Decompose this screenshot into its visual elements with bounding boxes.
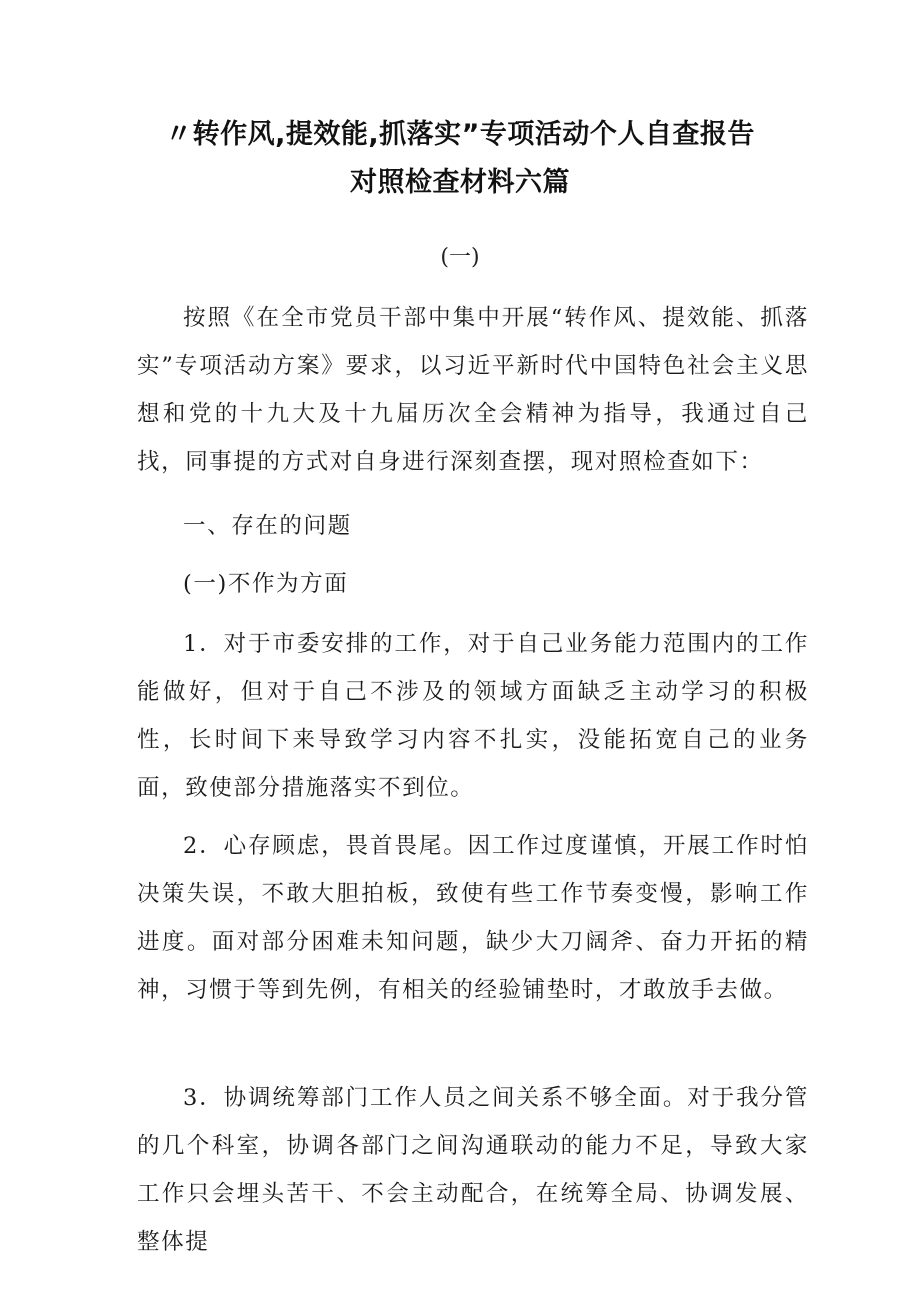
section-heading-problems: 一、存在的问题 [183,513,352,539]
list-item-3: 3．协调统筹部门工作人员之间关系不够全面。对于我分管的几个科室，协调各部门之间沟通联动的能力不足，导致大家工作只会埋头苦干、不会主动配合，在统筹全局、协调发展、整体提 [137,1085,809,1255]
subsection-heading-inaction: (一)不作为方面 [183,571,349,597]
intro-paragraph: 按照《在全市党员干部中集中开展“转作风、提效能、抓落实”专项活动方案》要求，以习近平新时代中国特色社会主义思想和党的十九大及十九届历次全会精神为指导，我通过自己找，同事提的方式对自身进行深刻查摆，现对照检查如下： [137,305,809,475]
document-title-line-2: 对照检查材料六篇 [350,167,570,198]
list-item-2: 2．心存顾虑，畏首畏尾。因工作过度谨慎，开展工作时怕决策失误，不敢大胆拍板，致使有些工作节奏变慢，影响工作进度。面对部分困难未知问题，缺少大刀阔斧、奋力开拓的精神，习惯于等到先例，有相关的经验铺垫时，才敢放手去做。 [137,833,809,1003]
list-item-1: 1．对于市委安排的工作，对于自己业务能力范围内的工作能做好，但对于自己不涉及的领域方面缺乏主动学习的积极性，长时间下来导致学习内容不扎实，没能拓宽自己的业务面，致使部分措施落实不到位。 [137,631,809,801]
document-title-line-1: 〃转作风,提效能,抓落实”专项活动个人自查报告 [165,119,755,150]
part-number: (一) [440,245,480,270]
